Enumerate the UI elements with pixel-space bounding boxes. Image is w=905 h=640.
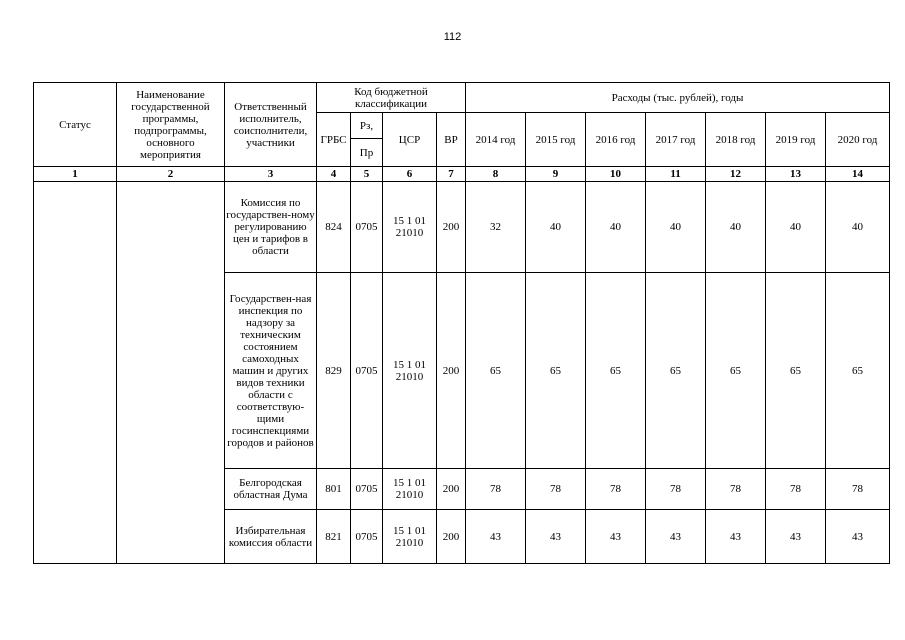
executor-cell: Белгородская областная Дума (225, 469, 317, 510)
budget-table (33, 82, 890, 564)
csr-cell: 15 1 01 21010 (383, 469, 437, 510)
value-2016: 40 (586, 182, 646, 273)
vr-cell: 200 (437, 273, 466, 469)
vr-cell: 200 (437, 182, 466, 273)
csr-cell: 15 1 01 21010 (383, 273, 437, 469)
header-year-2014: 2014 год (466, 113, 526, 167)
value-2015: 40 (526, 182, 586, 273)
value-2018: 40 (706, 182, 766, 273)
column-number: 8 (466, 167, 526, 182)
header-expenses: Расходы (тыс. рублей), годы (466, 83, 890, 113)
column-number: 11 (646, 167, 706, 182)
column-number: 6 (383, 167, 437, 182)
vr-cell: 200 (437, 510, 466, 564)
column-number: 1 (34, 167, 117, 182)
column-number-row (34, 167, 890, 182)
header-year-2015: 2015 год (526, 113, 586, 167)
rzpr-cell: 0705 (351, 182, 383, 273)
header-name: Наименование государственной программы, подпрограммы, основного мероприятия (117, 83, 225, 167)
value-2015: 78 (526, 469, 586, 510)
csr-cell: 15 1 01 21010 (383, 510, 437, 564)
rzpr-cell: 0705 (351, 273, 383, 469)
value-2015: 43 (526, 510, 586, 564)
page-number: 112 (443, 31, 462, 43)
header-year-2017: 2017 год (646, 113, 706, 167)
header-pr: Пр (351, 139, 383, 167)
value-2019: 78 (766, 469, 826, 510)
column-number: 5 (351, 167, 383, 182)
value-2019: 43 (766, 510, 826, 564)
value-2016: 78 (586, 469, 646, 510)
value-2014: 43 (466, 510, 526, 564)
header-year-2016: 2016 год (586, 113, 646, 167)
header-grbs: ГРБС (317, 113, 351, 167)
rzpr-cell: 0705 (351, 469, 383, 510)
value-2016: 65 (586, 273, 646, 469)
value-2018: 65 (706, 273, 766, 469)
header-year-2019: 2019 год (766, 113, 826, 167)
value-2017: 43 (646, 510, 706, 564)
value-2019: 40 (766, 182, 826, 273)
rzpr-cell: 0705 (351, 510, 383, 564)
value-2018: 43 (706, 510, 766, 564)
grbs-cell: 801 (317, 469, 351, 510)
header-year-2018: 2018 год (706, 113, 766, 167)
header-csr: ЦСР (383, 113, 437, 167)
vr-cell: 200 (437, 469, 466, 510)
value-2016: 43 (586, 510, 646, 564)
header-executor: Ответственный исполнитель, соисполнители, участники (225, 83, 317, 167)
value-2018: 78 (706, 469, 766, 510)
program-name-cell (117, 182, 225, 564)
executor-cell: Государствен-ная инспекция по надзору за техническим состоянием самоходных машин и других видов техники области с соответствую-щими госинспекциями городов и районов (225, 273, 317, 469)
csr-cell: 15 1 01 21010 (383, 182, 437, 273)
header-budget-code: Код бюджетной классификации (317, 83, 466, 113)
value-2019: 65 (766, 273, 826, 469)
executor-cell: Комиссия по государствен-ному регулированию цен и тарифов в области (225, 182, 317, 273)
grbs-cell: 824 (317, 182, 351, 273)
value-2017: 78 (646, 469, 706, 510)
executor-cell: Избирательная комиссия области (225, 510, 317, 564)
value-2014: 78 (466, 469, 526, 510)
column-number: 7 (437, 167, 466, 182)
column-number: 10 (586, 167, 646, 182)
column-number: 3 (225, 167, 317, 182)
value-2014: 65 (466, 273, 526, 469)
value-2020: 43 (826, 510, 890, 564)
header-year-2020: 2020 год (826, 113, 890, 167)
column-number: 13 (766, 167, 826, 182)
header-row-1 (34, 83, 890, 113)
header-status: Статус (34, 83, 117, 167)
value-2014: 32 (466, 182, 526, 273)
status-cell (34, 182, 117, 564)
value-2020: 78 (826, 469, 890, 510)
column-number: 14 (826, 167, 890, 182)
grbs-cell: 829 (317, 273, 351, 469)
value-2017: 40 (646, 182, 706, 273)
column-number: 4 (317, 167, 351, 182)
value-2020: 40 (826, 182, 890, 273)
header-vr: ВР (437, 113, 466, 167)
value-2017: 65 (646, 273, 706, 469)
value-2015: 65 (526, 273, 586, 469)
column-number: 2 (117, 167, 225, 182)
grbs-cell: 821 (317, 510, 351, 564)
column-number: 9 (526, 167, 586, 182)
table-row (34, 182, 890, 273)
column-number: 12 (706, 167, 766, 182)
value-2020: 65 (826, 273, 890, 469)
header-rz: Рз, (351, 113, 383, 139)
